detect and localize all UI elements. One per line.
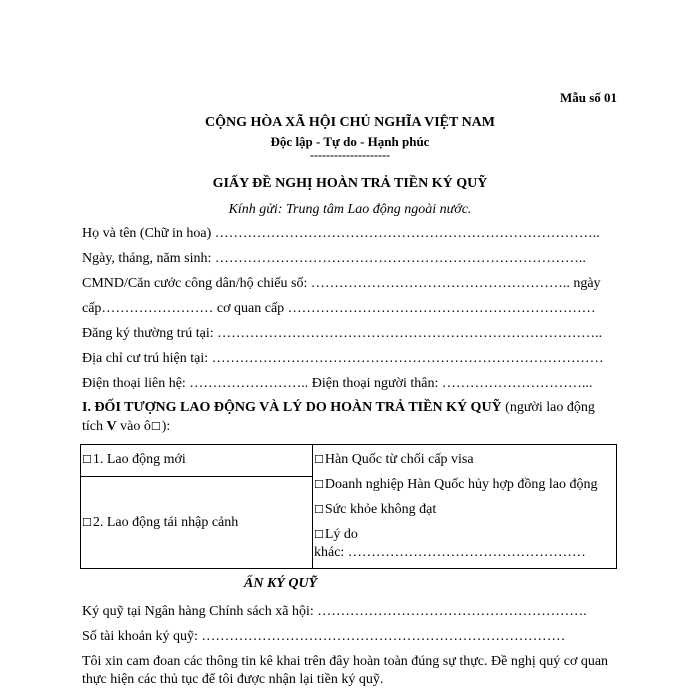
reason-contract-cancelled[interactable] [313,477,616,502]
reason-other[interactable] [313,527,616,545]
motto: Độc lập - Tự do - Hạnh phúc [270,134,430,149]
field-deposit-bank: Ký quỹ tại Ngân hàng Chính sách xã hội: …………………………………………………. [82,604,587,619]
field-current-address: Địa chỉ cư trú hiện tại: ………………………………………………………………………… [82,351,604,366]
reason-label: Sức khỏe không đạt [324,502,437,517]
field-id-number: CMND/Căn cước công dân/hộ chiếu số: ……………………………………………….. ngày [82,276,601,291]
reason-visa-refused[interactable] [313,452,616,477]
checkbox-icon[interactable]: ☐ [314,478,324,491]
section1-note-line [82,419,170,435]
reason-label: Hàn Quốc từ chối cấp visa [324,452,474,467]
section2-title: ẤN KÝ QUỸ [244,576,318,591]
field-phone: Điện thoại liên hệ: …………………….. Điện thoại người thân: …………………………... [82,376,593,391]
reason-label: Doanh nghiệp Hàn Quốc hủy hợp đồng lao động [324,477,598,492]
worker-type-table [80,444,617,569]
section1-note-a: (người lao động [505,400,595,415]
section1-note-suffix: vào ô [120,419,151,434]
section1-heading [82,400,595,416]
checkbox-icon[interactable]: ☐ [314,528,324,541]
reentry-worker-cell[interactable] [81,477,313,569]
checkbox-icon[interactable]: ☐ [82,515,92,529]
option-new-worker[interactable] [81,452,312,468]
country-header: CỘNG HÒA XÃ HỘI CHỦ NGHĨA VIỆT NAM [204,115,495,130]
checkbox-icon[interactable]: ☐ [314,453,324,466]
option-label: 1. Lao động mới [92,452,186,467]
reason-label: Lý do [324,527,358,542]
field-deposit-account: Số tài khoản ký quỹ: …………………………………………………………………… [82,629,566,644]
field-date-of-birth: Ngày, tháng, năm sinh: …………………………………………………………………….. [82,251,586,266]
checkbox-icon[interactable]: ☐ [82,453,92,466]
option-reentry-worker[interactable] [81,515,312,531]
option-label: 2. Lao động tái nhập cảnh [92,514,239,530]
addressee: Kính gửi: Trung tâm Lao động ngoài nước. [228,202,472,217]
checkbox-icon[interactable]: ☐ [314,503,324,516]
header-separator: -------------------- [310,148,390,162]
checkbox-icon: ☐ [150,420,161,433]
field-id-issue: cấp…………………… cơ quan cấp ………………………………………………………… [82,301,596,316]
declaration-line-1: Tôi xin cam đoan các thông tin kê khai trên đây hoàn toàn đúng sự thực. Đề nghị quý cơ quan [82,654,609,669]
reason-other-detail[interactable]: khác: …………………………………………… [314,545,586,560]
form-code: Mẫu số 01 [560,90,618,105]
field-full-name: Họ và tên (Chữ in hoa) ……………………………………………………………………….. [82,226,600,241]
field-permanent-address: Đăng ký thường trú tại: ……………………………………………………………………….. [82,326,603,341]
section1-note-v: V [106,419,117,434]
section1-title: I. ĐỐI TƯỢNG LAO ĐỘNG VÀ LÝ DO HOÀN TRẢ TIỀN KÝ QUỸ [82,400,502,415]
new-worker-cell[interactable] [81,445,313,477]
document-title: GIẤY ĐỀ NGHỊ HOÀN TRẢ TIỀN KÝ QUỸ [212,176,488,191]
reason-health-failed[interactable] [313,502,616,527]
reason-cell [313,445,617,569]
section1-note-prefix: tích [82,419,103,434]
declaration-line-2: thực hiện các thủ tục để tôi được nhận lại tiền ký quỹ. [82,672,384,687]
section1-note-close: ): [161,419,171,434]
